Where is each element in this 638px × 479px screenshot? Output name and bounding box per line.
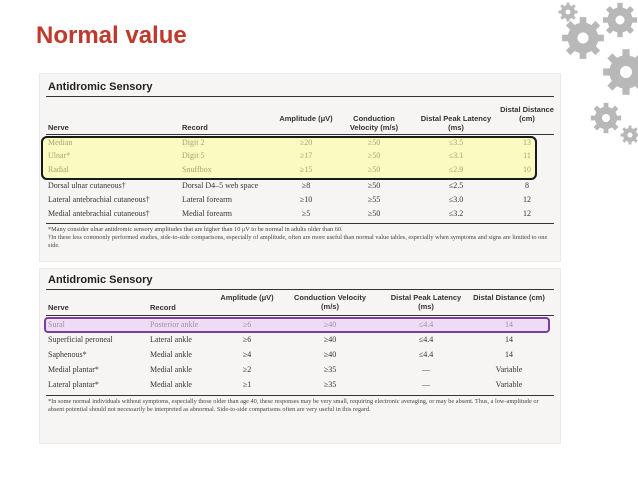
table1-cell: ≤3.2 xyxy=(448,209,464,218)
table2-cell: Medial ankle xyxy=(150,350,192,359)
table1-cell: ≤2.5 xyxy=(448,181,464,190)
table1-header-velocity: Conduction Velocity (m/s) xyxy=(349,114,399,132)
table1-footnote: *Many consider ulnar antidromic sensory amplitudes that are higher than 10 μV to be normal in adults older than 60. xyxy=(48,226,343,233)
table1-cell: Lateral antebrachial cutaneous† xyxy=(48,195,150,204)
table1-cell: Lateral forearm xyxy=(182,195,232,204)
table2-header-amplitude: Amplitude (μV) xyxy=(220,293,274,302)
table2-header-latency: Distal Peak Latency (ms) xyxy=(390,293,462,311)
table2-title: Antidromic Sensory xyxy=(48,274,153,286)
table2-cell: ≤4.4 xyxy=(418,350,434,359)
table2-cell: ≥4 xyxy=(242,350,252,359)
slide-title: Normal value xyxy=(36,22,187,49)
table2-image xyxy=(40,269,560,443)
table2-cell: ≤4.4 xyxy=(418,335,434,344)
table1-cell: ≥10 xyxy=(299,195,313,204)
table2-header-nerve: Nerve xyxy=(48,303,69,312)
table1-footnote: †In these less commonly performed studies, side-to-side comparisons, especially of amplitude, often are more useful than normal value tables, especially when symptoms and signs are limited to one side. xyxy=(48,234,548,249)
table1-header-nerve: Nerve xyxy=(48,123,69,132)
table1-cell: ≥50 xyxy=(367,181,381,190)
table1-cell: ≥55 xyxy=(367,195,381,204)
table2-cell: Medial plantar* xyxy=(48,365,99,374)
table1-header-distance: Distal Distance (cm) xyxy=(500,105,554,123)
table1-cell: ≥5 xyxy=(301,209,311,218)
table1-cell: Dorsal D4–5 web space xyxy=(182,181,259,190)
table2-header-velocity: Conduction Velocity (m/s) xyxy=(293,293,367,311)
table2-cell: Variable xyxy=(495,365,523,374)
table2-cell: Medial ankle xyxy=(150,380,192,389)
table2-footnote: *In some normal individuals without symptoms, especially those older than age 40, these responses may be very small, requiring electronic averaging, or may be absent. Thus, a low-amplitude or absent potential should not necessarily be interpreted as abnormal. Side-to-side comparisons often are very useful in this regard. xyxy=(48,398,539,413)
table2-cell: ≥6 xyxy=(242,335,252,344)
table1-header-rule xyxy=(46,134,554,135)
table1-header-record: Record xyxy=(182,123,208,132)
table1-header-amplitude: Amplitude (μV) xyxy=(279,114,333,123)
highlight-upper-limb-rows-border xyxy=(41,136,537,180)
table2-header-record: Record xyxy=(150,303,176,312)
table2-cell: ≥40 xyxy=(323,335,337,344)
table2-cell: ≥35 xyxy=(323,380,337,389)
table2-header-distance: Distal Distance (cm) xyxy=(473,293,545,302)
highlight-sural-row-border xyxy=(44,317,550,333)
table2-cell: ≥2 xyxy=(242,365,252,374)
table2-cell: ≥35 xyxy=(323,365,337,374)
table1-cell: 12 xyxy=(523,195,531,204)
table1-cell: Dorsal ulnar cutaneous† xyxy=(48,181,126,190)
table2-cell: ≥1 xyxy=(242,380,252,389)
table2-cell: 14 xyxy=(505,335,513,344)
table2-top-rule xyxy=(46,289,554,290)
table1-title: Antidromic Sensory xyxy=(48,81,153,93)
table2-cell: Variable xyxy=(495,380,523,389)
table1-cell: ≥50 xyxy=(367,209,381,218)
table1-cell: Medial antebrachial cutaneous† xyxy=(48,209,150,218)
table1-cell: 12 xyxy=(523,209,531,218)
table1-cell: ≥8 xyxy=(301,181,311,190)
table1-header-latency: Distal Peak Latency (ms) xyxy=(420,114,492,132)
table2-cell: — xyxy=(422,380,430,389)
table1-top-rule xyxy=(46,96,554,97)
table1-cell: ≤3.0 xyxy=(448,195,464,204)
table1-bottom-rule xyxy=(46,223,554,224)
table2-cell: Medial ankle xyxy=(150,365,192,374)
table2-cell: — xyxy=(422,365,430,374)
table2-cell: Saphenous* xyxy=(48,350,87,359)
table2-cell: Lateral plantar* xyxy=(48,380,99,389)
table2-bottom-rule xyxy=(46,395,554,396)
table2-cell: 14 xyxy=(505,350,513,359)
table2-cell: Lateral ankle xyxy=(150,335,192,344)
table2-cell: Superficial peroneal xyxy=(48,335,113,344)
table2-cell: ≥40 xyxy=(323,350,337,359)
table1-cell: Medial forearm xyxy=(182,209,232,218)
table1-cell: 8 xyxy=(525,181,529,190)
table2-header-rule xyxy=(46,315,554,316)
